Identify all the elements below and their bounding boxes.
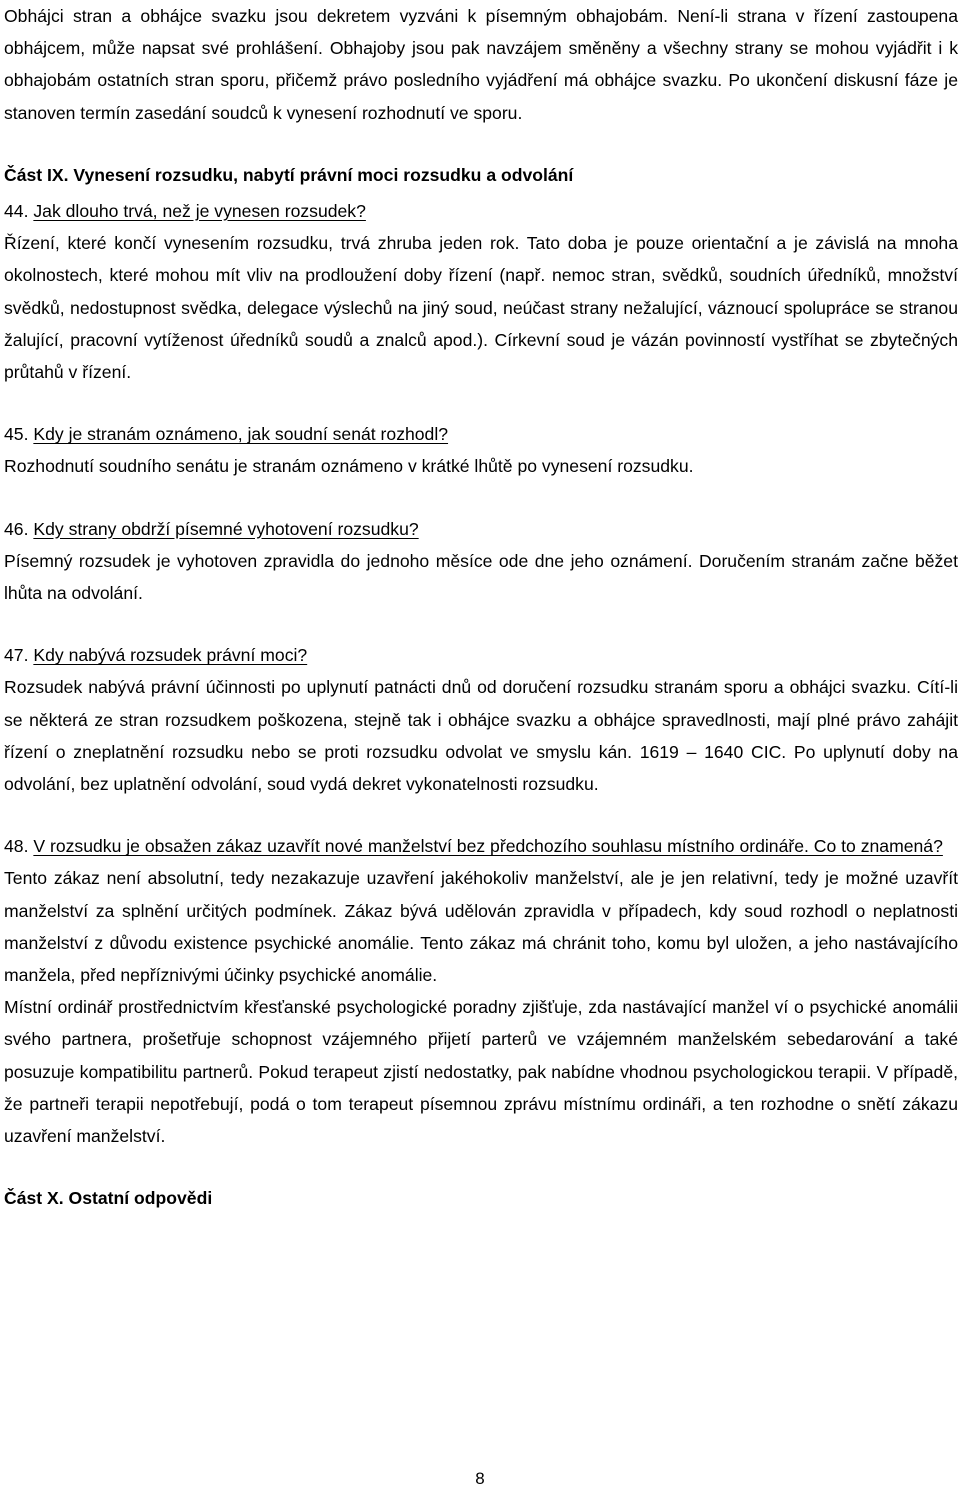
question-text: Kdy strany obdrží písemné vyhotovení rozsudku? [33,518,419,539]
part-x-heading: Část X. Ostatní odpovědi [4,1188,213,1209]
answer-paragraph: Tento zákaz není absolutní, tedy nezakazuje uzavření jakéhokoliv manželství, ale je jen relativní, tedy je možné uzavřít manželství za splnění určitých podmínek. Zákaz bývá udělován zpravidla v případech, kdy soud rozhodl o neplatnosti manželství z důvodu existence psychické anomálie. Tento zákaz má chránit toho, komu byl uložen, a jeho nastávajícího manžela, před nepříznivými účinky psychické anomálie. [4,868,958,986]
question-line [4,639,958,671]
qa-section [4,483,958,610]
question-text: Jak dlouho trvá, než je vynesen rozsudek? [33,201,366,222]
page-number: 8 [475,1469,485,1488]
question-line [4,195,958,227]
question-line [4,513,958,545]
question-line [4,830,958,862]
document-body [4,0,958,1215]
question-number: 45. [4,424,29,445]
question-text: Kdy nabývá rozsudek právní moci? [33,645,308,666]
qa-section [4,388,958,482]
qa-section [4,800,958,1152]
answer-paragraph: Rozhodnutí soudního senátu je stranám oznámeno v krátké lhůtě po vynesení rozsudku. [4,456,694,477]
question-text: Kdy je stranám oznámeno, jak soudní senát rozhodl? [33,424,449,445]
answer-paragraph: Místní ordinář prostřednictvím křesťanské psychologické poradny zjišťuje, zda nastávající manžel ví o psychické anomálii svého partnera, prošetřuje schopnost vzájemného přijetí parterů ve vzájemném manželském sebedarování a také posuzuje kompatibilitu partnerů. Pokud terapeut zjistí nedostatky, pak nabídne vhodnou psychologickou terapii. V případě, že partneři terapii nepotřebují, podá o tom terapeut písemnou zprávu místnímu ordináři, a ten rozhodne o snětí zákazu uzavření manželství. [4,997,958,1147]
answer-paragraph: Písemný rozsudek je vyhotoven zpravidla do jednoho měsíce ode dne jeho oznámení. Doručením stranám začne běžet lhůta na odvolání. [4,550,958,604]
qa-section [4,609,958,800]
question-line [4,418,958,450]
qa-sections [4,195,958,1152]
answer-paragraph: Řízení, které končí vynesením rozsudku, trvá zhruba jeden rok. Tato doba je pouze orientační a je závislá na mnoha okolnostech, které mohou mít vliv na prodloužení doby řízení (např. nemoc stran, svědků, soudních úředníků, množství svědků, nedostupnost svědka, delegace výslechů na jiný soud, neúčast strany nežalující, váznoucí spolupráce se stranou žalující, pracovní vytíženost úředníků soudů a znalců apod.). Církevní soud je vázán povinností vystříhat se zbytečných průtahů v řízení. [4,233,958,383]
qa-section [4,195,958,388]
question-text: V rozsudku je obsažen zákaz uzavřít nové manželství bez předchozího souhlasu místního ordináře. Co to znamená? [33,836,943,857]
question-number: 46. [4,518,29,539]
answer-paragraph: Rozsudek nabývá právní účinnosti po uplynutí patnácti dnů od doručení rozsudku stranám sporu a obhájci svazku. Cítí-li se některá ze stran rozsudkem poškozena, stejně tak i obhájce svazku a obhájce spravedlnosti, mají plné právo zahájit řízení o zneplatnění rozsudku nebo se proti rozsudku odvolat ve smyslu kán. 1619 – 1640 CIC. Po uplynutí doby na odvolání, bez uplatnění odvolání, soud vydá dekret vykonatelnosti rozsudku. [4,677,958,795]
question-number: 48. [4,836,29,857]
question-number: 47. [4,645,29,666]
question-number: 44. [4,201,29,222]
intro-paragraph: Obhájci stran a obhájce svazku jsou dekretem vyzváni k písemným obhajobám. Není-li strana v řízení zastoupena obhájcem, může napsat své prohlášení. Obhajoby jsou pak navzájem směněny a všechny strany se mohou vyjádřit i k obhajobám ostatních stran sporu, přičemž právo posledního vyjádření má obhájce svazku. Po ukončení diskusní fáze je stanoven termín zasedání soudců k vynesení rozhodnutí ve sporu. [4,6,958,123]
part-ix-heading: Část IX. Vynesení rozsudku, nabytí právní moci rozsudku a odvolání [4,164,574,185]
